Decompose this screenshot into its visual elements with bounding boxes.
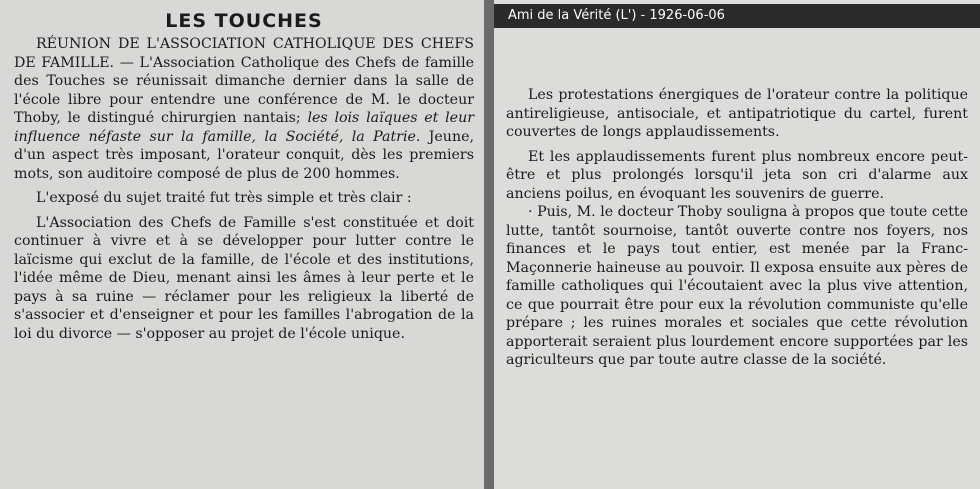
paragraph-puis: · Puis, M. le docteur Thoby souligna à propos que toute cette lutte, tantôt sournoise, tantôt ouverte contre nos foyers, nos finances et le pays tout entier, est menée par la Franc-Maçonnerie haineuse au pouvoir. Il exposa ensuite aux pères de famille catholiques qui l'écoutaient avec la plus vive attention, ce que pourrait être pour eux la révolution communiste qu'elle prépare ; les ruines morales et sociales que cette révolution apporterait seraient plus lourdement encore supportées par les agriculteurs que par toute autre classe de la société. [506, 204, 968, 368]
paragraph-association: L'Association des Chefs de Famille s'est constituée et doit continuer à vivre et à se développer pour lutter contre le laïcisme qui exclut de la famille, de l'école et des institutions, l'idée même de Dieu, menant ainsi les âmes à leur perte et le pays à sa ruine — réclamer pour les religieux la liberté de s'associer et d'enseigner et pour les familles l'abrogation de la loi du divorce — s'opposer au projet de l'école unique. [14, 214, 474, 342]
paragraph-expose: L'exposé du sujet traité fut très simple et très clair : [36, 190, 412, 206]
source-title-bar: Ami de la Vérité (L') - 1926-06-06 [494, 4, 980, 28]
article-headline: LES TOUCHES [165, 10, 323, 32]
conference-title: les lois laïques et leur influence néfaste sur la famille, la Société, la Patrie. [14, 110, 474, 145]
paragraph-puis-text: Puis, M. le docteur Thoby souligna à propos que toute cette lutte, tantôt sournoise, tantôt ouverte contre nos foyers, nos finances et le pays tout entier, est menée par la Franc-Maçonnerie haineuse au pouvoir. Il exposa ensuite aux pères de famille catholiques qui l'écoutaient avec la plus vive attention, ce que pourrait être pour eux la révolution communiste qu'elle prépare ; les ruines morales et sociales que cette révolution apporterait seraient plus lourdement encore supportées par les agriculteurs que par toute autre classe de la société. [506, 204, 968, 368]
left-newspaper-column [0, 0, 484, 489]
lead-text: RÉUNION DE L'ASSOCIATION CATHOLIQUE DES CHEFS DE FAMILLE. — L'Association Catholique des Chefs de famille des Touches se réunissait dimanche dernier dans la salle de l'école libre pour entendre une conférence de M. le docteur Thoby, le distingué chirurgien nantais; [14, 36, 474, 126]
right-newspaper-column [494, 0, 980, 489]
right-body [506, 86, 968, 370]
paragraph-protestations: Les protestations énergiques de l'orateur contre la politique antireligieuse, antisociale, et antipatriotique du cartel, furent couvertes de longs applaudissements. [506, 87, 968, 140]
paragraph-applaudissements: Et les applaudissements furent plus nombreux encore peut-être et plus prolongés lorsqu'il jeta son cri d'alarme aux anciens poilus, en évoquant les souvenirs de guerre. [506, 148, 968, 202]
lead-text-continued: Jeune, d'un aspect très imposant, l'orateur conquit, dès les premiers mots, son auditoire composé de plus de 200 hommes. [14, 128, 474, 182]
lead-paragraph [14, 35, 474, 183]
